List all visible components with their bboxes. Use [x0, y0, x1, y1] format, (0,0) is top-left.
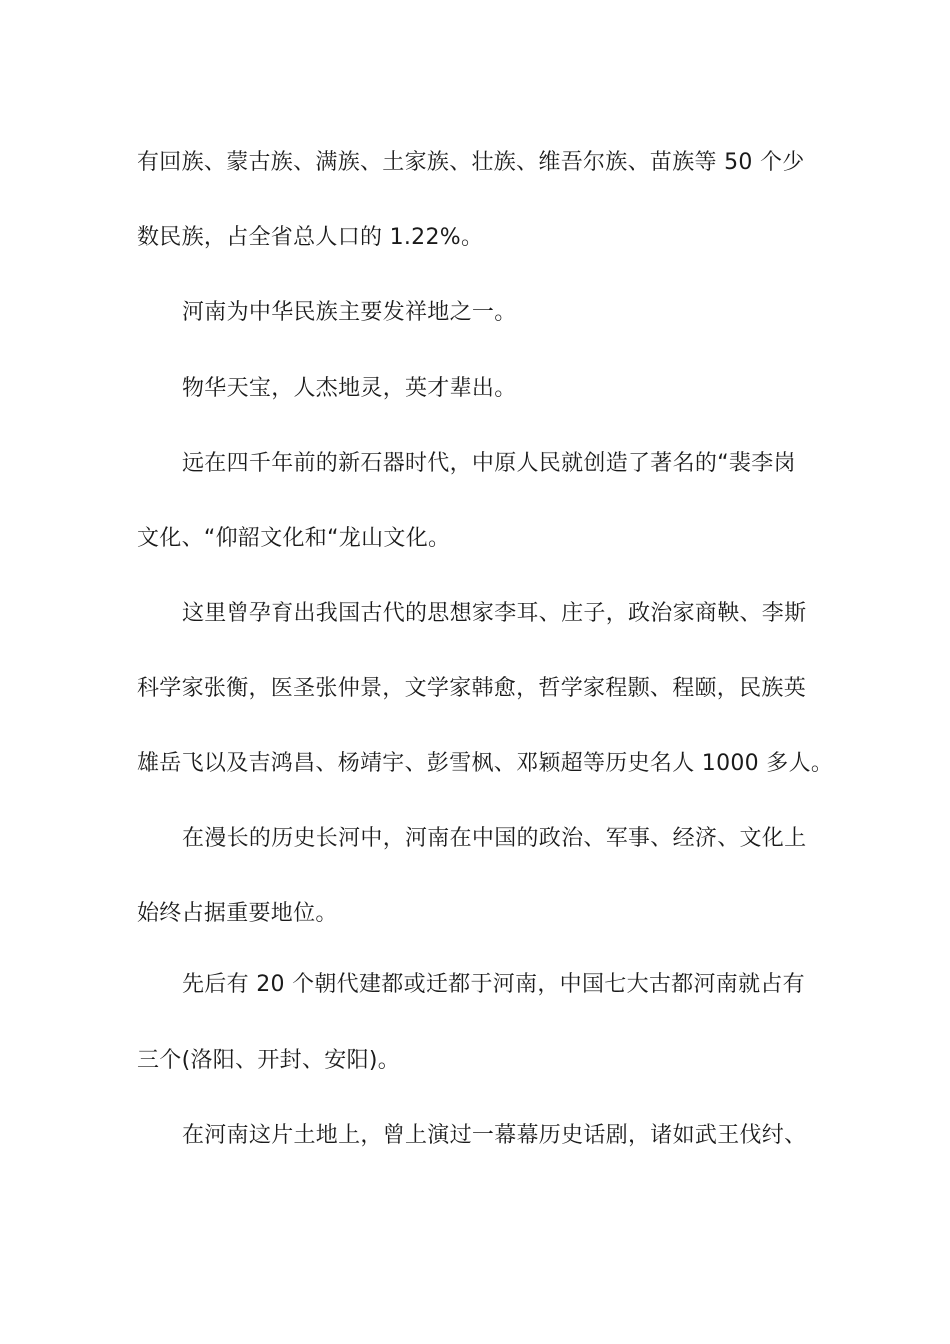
text-line: 文化、“仰韶文化和“龙山文化。 [137, 526, 451, 551]
text-line: 远在四千年前的新石器时代，中原人民就创造了著名的“裴李岗 [182, 451, 796, 476]
text-line: 先后有 20 个朝代建都或迁都于河南，中国七大古都河南就占有 [182, 972, 805, 997]
text-line: 有回族、蒙古族、满族、土家族、壮族、维吾尔族、苗族等 50 个少 [137, 150, 805, 175]
text-line: 始终占据重要地位。 [137, 901, 338, 926]
text-line: 数民族，占全省总人口的 1.22%。 [137, 225, 484, 250]
text-line: 科学家张衡，医圣张仲景，文学家韩愈，哲学家程颢、程颐，民族英 [137, 676, 807, 701]
text-line: 在漫长的历史长河中，河南在中国的政治、军事、经济、文化上 [182, 826, 807, 851]
text-line: 河南为中华民族主要发祥地之一。 [182, 300, 517, 325]
text-line: 三个(洛阳、开封、安阳)。 [137, 1048, 401, 1073]
text-line: 物华天宝，人杰地灵，英才辈出。 [182, 376, 517, 401]
text-line: 这里曾孕育出我国古代的思想家李耳、庄子，政治家商鞅、李斯 [182, 601, 807, 626]
text-line: 雄岳飞以及吉鸿昌、杨靖宇、彭雪枫、邓颖超等历史名人 1000 多人。 [137, 751, 834, 776]
text-line: 在河南这片土地上，曾上演过一幕幕历史话剧，诸如武王伐纣、 [182, 1123, 807, 1148]
